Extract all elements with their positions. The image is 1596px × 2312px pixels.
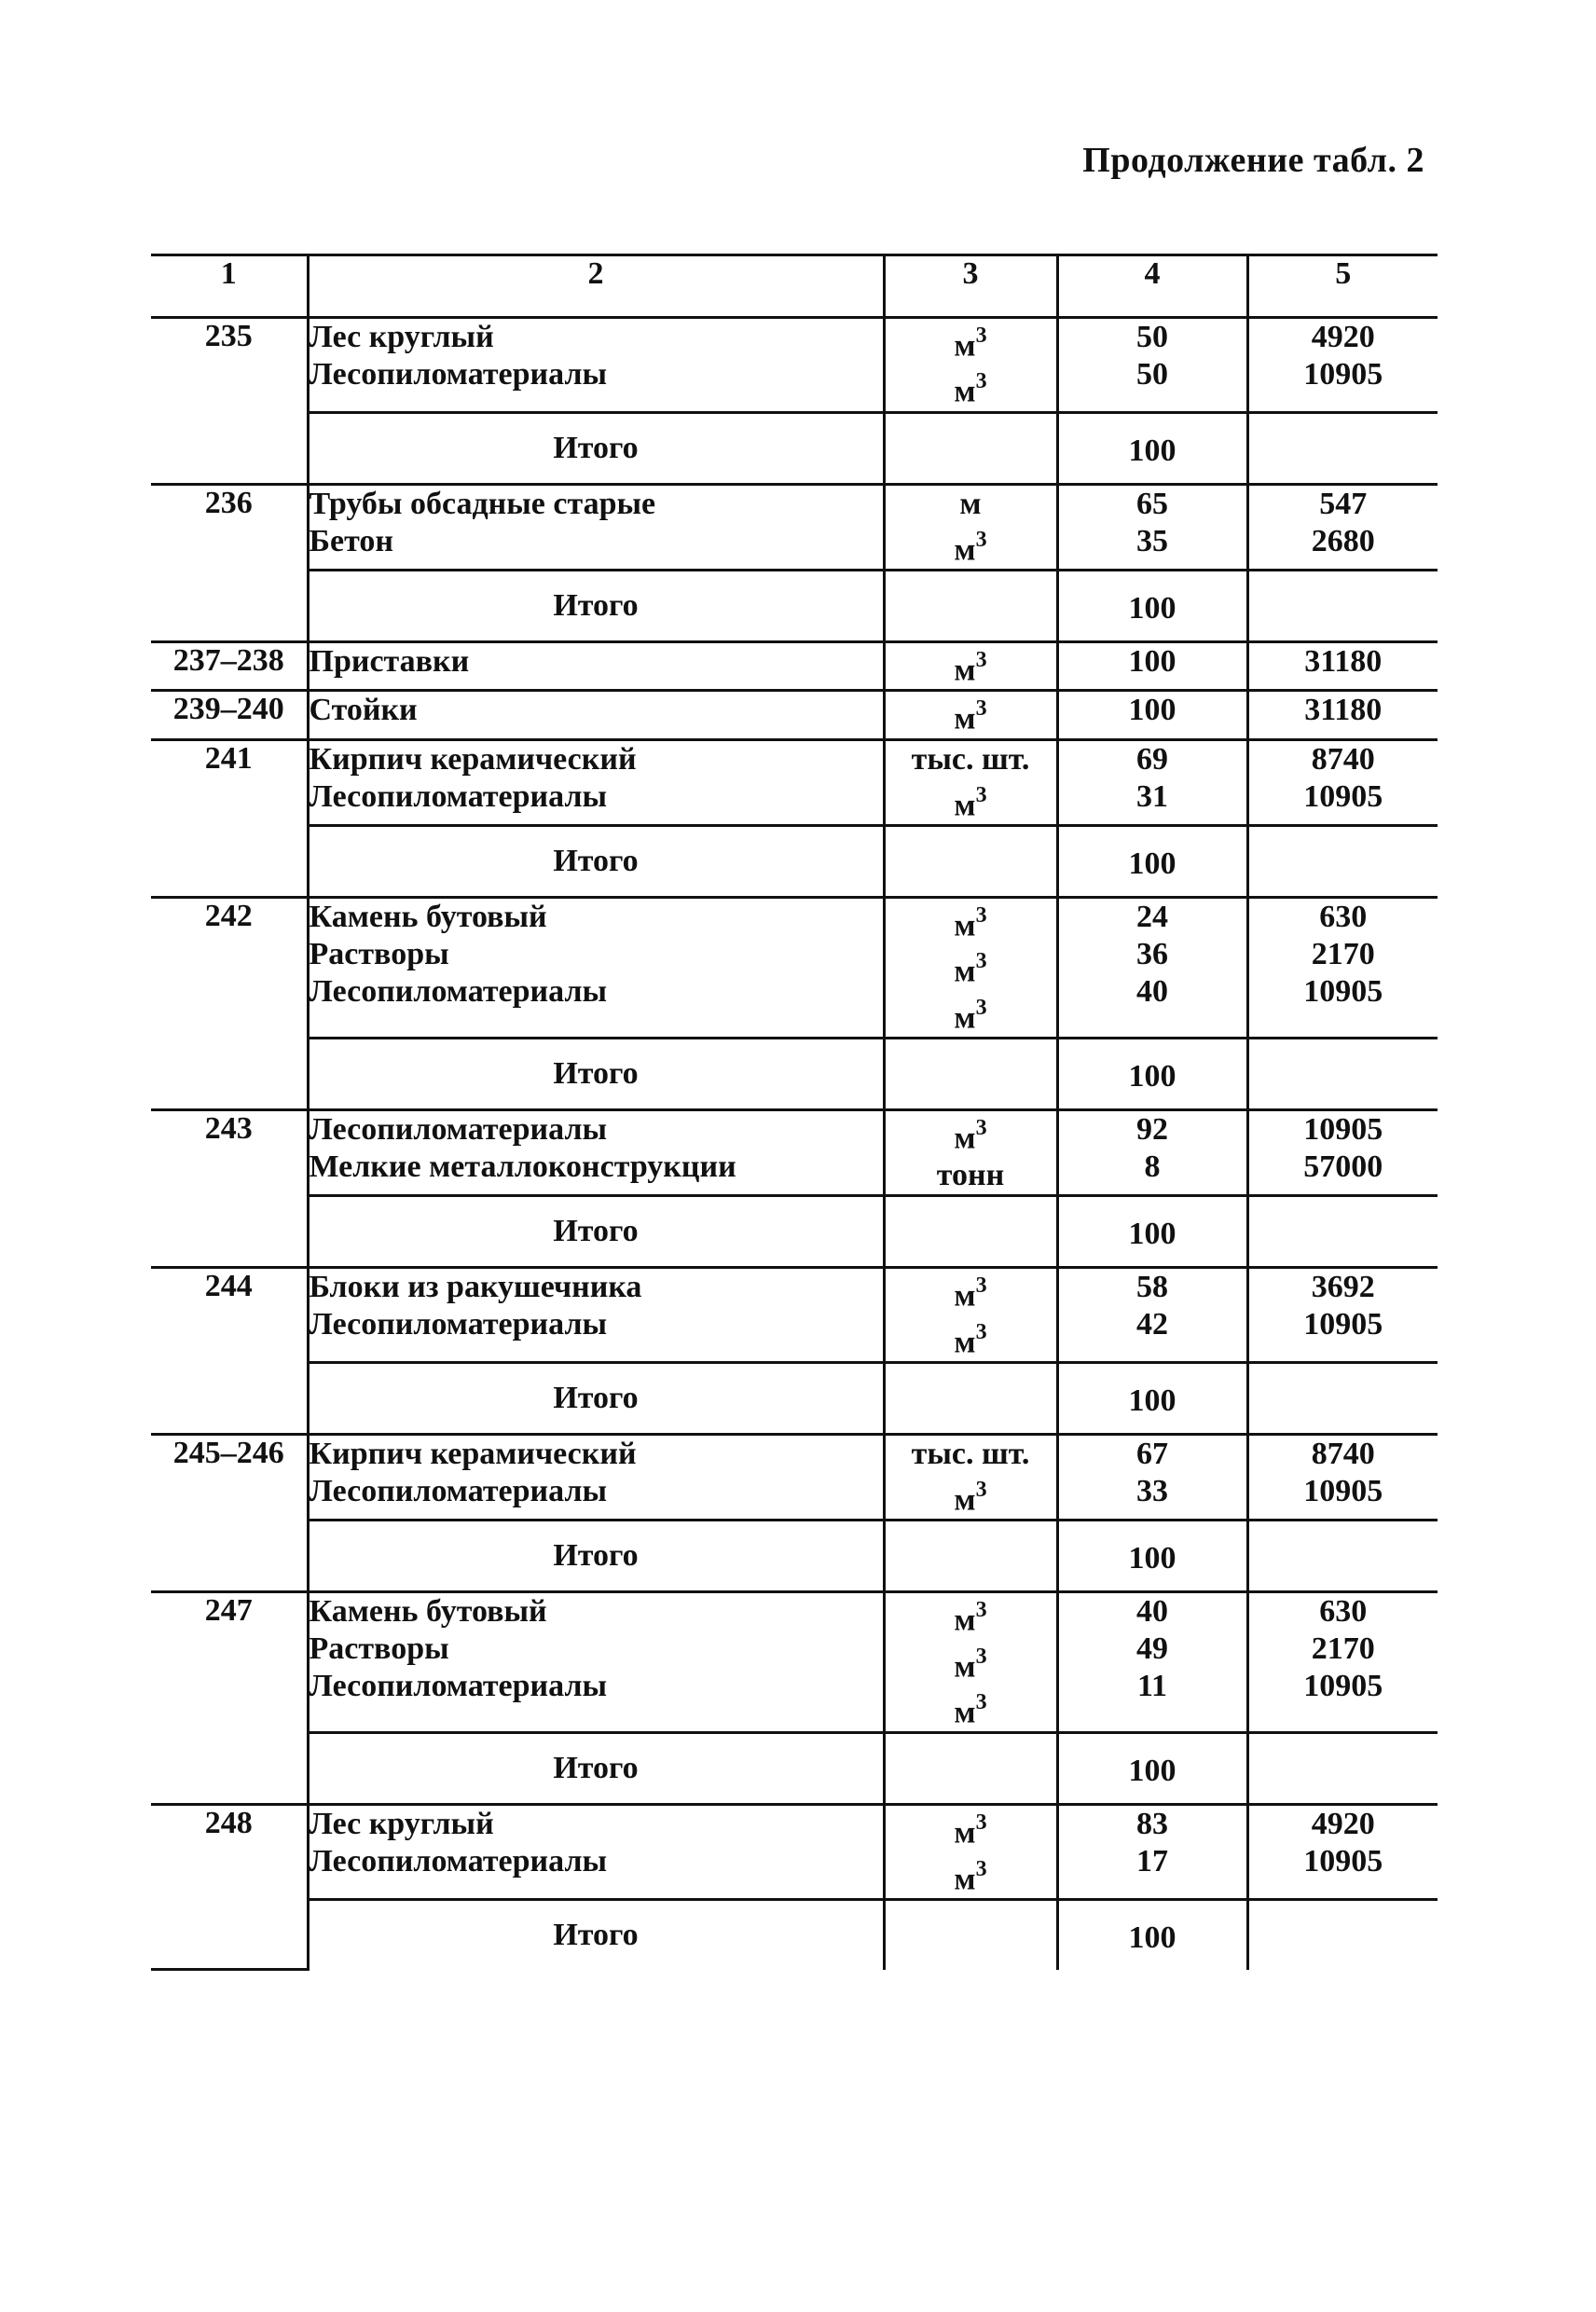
unit-text: [886, 1436, 1056, 1473]
unit-text: [886, 523, 1056, 569]
unit-base: м: [959, 486, 982, 521]
price-cell: [1247, 641, 1438, 690]
quantity-cell: [1057, 1109, 1247, 1195]
price-cell: [1247, 1434, 1438, 1520]
price-text: 57000: [1303, 1149, 1383, 1184]
unit-base: м: [954, 1121, 976, 1156]
item-number: 237–238: [151, 641, 308, 690]
price-text: 2680: [1311, 523, 1375, 558]
item-number: 244: [151, 1268, 308, 1435]
unit-exponent: 3: [975, 647, 987, 672]
total-label: Итого: [308, 1733, 884, 1805]
unit-base: м: [954, 787, 976, 822]
unit-exponent: 3: [975, 1115, 987, 1140]
price-text: 2170: [1311, 936, 1375, 971]
total-unit-cell: [884, 1362, 1057, 1434]
total-label: Итого: [308, 1362, 884, 1434]
column-header-3: 3: [884, 255, 1057, 318]
material-name-text: Лес круглый: [309, 320, 494, 354]
unit-base: м: [954, 328, 976, 364]
total-price-cell: [1247, 1733, 1438, 1805]
material-name-text: Лесопиломатериалы: [309, 1844, 608, 1879]
unit-base: м: [954, 701, 976, 736]
price-text: 10905: [1303, 1111, 1383, 1147]
price-text: 547: [1319, 486, 1368, 521]
unit-cell: [884, 1109, 1057, 1195]
item-number: 236: [151, 484, 308, 641]
unit-text: [886, 643, 1056, 689]
unit-text: [886, 1686, 1056, 1731]
unit-text: [886, 1593, 1056, 1639]
table-row: [151, 1268, 1438, 1363]
total-label: Итого: [308, 570, 884, 641]
price-cell: [1247, 1268, 1438, 1363]
header-row: [151, 255, 1438, 318]
material-name-text: Трубы обсадные старые: [309, 486, 656, 521]
total-unit-cell: [884, 1521, 1057, 1592]
total-unit-cell: [884, 412, 1057, 484]
unit-text: [886, 944, 1056, 990]
total-label: Итого: [308, 412, 884, 484]
unit-text: [886, 899, 1056, 944]
unit-base: м: [954, 1278, 976, 1314]
materials-table: [151, 254, 1438, 1971]
material-name-cell: [308, 318, 884, 413]
price-text: 10905: [1303, 1473, 1383, 1508]
quantity-text: 33: [1136, 1473, 1168, 1508]
table-row: [151, 691, 1438, 739]
price-cell: [1247, 739, 1438, 825]
item-number: 245–246: [151, 1434, 308, 1591]
total-price-cell: [1247, 1038, 1438, 1109]
price-cell: [1247, 897, 1438, 1038]
material-name-text: Бетон: [309, 523, 393, 558]
unit-exponent: 3: [975, 1598, 987, 1623]
unit-text: [886, 365, 1056, 410]
price-text: 10905: [1303, 357, 1383, 392]
quantity-text: 35: [1136, 523, 1168, 558]
quantity-text: 83: [1136, 1807, 1168, 1842]
material-name-text: Камень бутовый: [309, 1594, 547, 1630]
price-text: 630: [1319, 899, 1368, 934]
total-row: [151, 1733, 1438, 1805]
material-name-text: Кирпич керамический: [309, 1436, 637, 1471]
material-name-text: Лесопиломатериалы: [309, 1669, 608, 1704]
quantity-cell: [1057, 1434, 1247, 1520]
unit-text: [886, 1473, 1056, 1519]
unit-exponent: 3: [975, 1810, 987, 1836]
quantity-text: 100: [1128, 693, 1176, 728]
item-number: 241: [151, 739, 308, 897]
material-name-cell: [308, 1109, 884, 1195]
unit-exponent: 3: [975, 1273, 987, 1299]
unit-cell: [884, 691, 1057, 739]
unit-base: м: [954, 374, 976, 409]
item-number: 247: [151, 1592, 308, 1805]
material-name-text: Лесопиломатериалы: [309, 1307, 608, 1342]
unit-text: [886, 692, 1056, 737]
total-price-cell: [1247, 1521, 1438, 1592]
table-body: [151, 318, 1438, 1970]
unit-exponent: 3: [975, 323, 987, 348]
unit-base: м: [954, 1324, 976, 1359]
quantity-cell: [1057, 318, 1247, 413]
unit-base: м: [954, 1861, 976, 1896]
unit-text: [886, 1806, 1056, 1851]
quantity-text: 31: [1136, 778, 1168, 814]
unit-exponent: 3: [975, 902, 987, 928]
total-unit-cell: [884, 1899, 1057, 1970]
material-name-text: Лес круглый: [309, 1807, 494, 1842]
total-quantity: 100: [1057, 412, 1247, 484]
material-name-cell: [308, 691, 884, 739]
unit-base: м: [954, 1648, 976, 1684]
quantity-text: 17: [1136, 1844, 1168, 1879]
unit-base: тыс. шт.: [911, 741, 1030, 777]
unit-base: тыс. шт.: [911, 1436, 1030, 1471]
material-name-text: Лесопиломатериалы: [309, 1111, 608, 1147]
quantity-text: 36: [1136, 936, 1168, 971]
price-text: 31180: [1304, 693, 1383, 728]
quantity-cell: [1057, 1805, 1247, 1900]
material-name-cell: [308, 897, 884, 1038]
price-cell: [1247, 691, 1438, 739]
unit-exponent: 3: [975, 1477, 987, 1502]
material-name-cell: [308, 641, 884, 690]
quantity-cell: [1057, 739, 1247, 825]
material-name-cell: [308, 739, 884, 825]
total-quantity: 100: [1057, 1196, 1247, 1268]
total-label: Итого: [308, 1899, 884, 1970]
total-quantity: 100: [1057, 1899, 1247, 1970]
total-quantity: 100: [1057, 1038, 1247, 1109]
quantity-text: 40: [1136, 1594, 1168, 1630]
total-row: [151, 570, 1438, 641]
price-cell: [1247, 1805, 1438, 1900]
item-number: 239–240: [151, 691, 308, 739]
total-label: Итого: [308, 1521, 884, 1592]
unit-exponent: 3: [975, 1319, 987, 1344]
column-header-5: 5: [1247, 255, 1438, 318]
material-name-text: Стойки: [309, 693, 418, 728]
unit-exponent: 3: [975, 949, 987, 974]
item-number: 242: [151, 897, 308, 1109]
total-label: Итого: [308, 1196, 884, 1268]
total-label: Итого: [308, 825, 884, 897]
material-name-text: Лесопиломатериалы: [309, 357, 608, 392]
total-quantity: 100: [1057, 825, 1247, 897]
total-price-cell: [1247, 825, 1438, 897]
column-header-4: 4: [1057, 255, 1247, 318]
item-number: 235: [151, 318, 308, 485]
material-name-cell: [308, 1592, 884, 1733]
price-text: 4920: [1311, 1807, 1375, 1842]
quantity-text: 67: [1136, 1436, 1168, 1471]
total-price-cell: [1247, 570, 1438, 641]
price-text: 630: [1319, 1594, 1368, 1630]
unit-text: [886, 1315, 1056, 1361]
quantity-text: 24: [1136, 899, 1168, 934]
price-text: 10905: [1303, 1307, 1383, 1342]
unit-base: м: [954, 1603, 976, 1638]
total-price-cell: [1247, 1899, 1438, 1970]
unit-text: [886, 778, 1056, 824]
unit-cell: [884, 1592, 1057, 1733]
quantity-text: 50: [1136, 320, 1168, 354]
item-number: 243: [151, 1109, 308, 1267]
price-cell: [1247, 484, 1438, 570]
table-row: [151, 1109, 1438, 1195]
quantity-cell: [1057, 484, 1247, 570]
unit-base: м: [954, 954, 976, 989]
total-unit-cell: [884, 1038, 1057, 1109]
unit-exponent: 3: [975, 782, 987, 807]
total-row: [151, 825, 1438, 897]
total-price-cell: [1247, 1196, 1438, 1268]
material-name-text: Блоки из ракушечника: [309, 1270, 642, 1305]
quantity-text: 11: [1136, 1669, 1168, 1704]
material-name-text: Лесопиломатериалы: [309, 778, 608, 814]
total-unit-cell: [884, 825, 1057, 897]
material-name-text: Растворы: [309, 1631, 449, 1667]
unit-exponent: 3: [975, 1856, 987, 1881]
unit-exponent: 3: [975, 1689, 987, 1714]
quantity-text: 40: [1136, 973, 1168, 1009]
unit-base: тонн: [936, 1158, 1005, 1193]
unit-exponent: 3: [975, 527, 987, 552]
unit-cell: [884, 641, 1057, 690]
quantity-cell: [1057, 897, 1247, 1038]
unit-base: м: [954, 1695, 976, 1730]
table-row: [151, 739, 1438, 825]
material-name-text: Мелкие металлоконструкции: [309, 1149, 736, 1184]
material-name-text: Растворы: [309, 936, 449, 971]
unit-base: м: [954, 999, 976, 1035]
price-text: 8740: [1311, 741, 1375, 777]
total-label: Итого: [308, 1038, 884, 1109]
unit-base: м: [954, 531, 976, 567]
unit-exponent: 3: [975, 369, 987, 394]
total-row: [151, 1362, 1438, 1434]
quantity-cell: [1057, 1268, 1247, 1363]
unit-base: м: [954, 1482, 976, 1518]
unit-text: [886, 1852, 1056, 1898]
total-row: [151, 1196, 1438, 1268]
quantity-text: 49: [1136, 1631, 1168, 1667]
table-row: [151, 484, 1438, 570]
unit-cell: [884, 318, 1057, 413]
unit-exponent: 3: [975, 995, 987, 1020]
unit-cell: [884, 739, 1057, 825]
table-caption: Продолжение табл. 2: [1082, 141, 1424, 180]
total-quantity: 100: [1057, 1733, 1247, 1805]
total-unit-cell: [884, 1196, 1057, 1268]
material-name-cell: [308, 1805, 884, 1900]
price-text: 2170: [1311, 1631, 1375, 1667]
unit-exponent: 3: [975, 696, 987, 722]
unit-text: [886, 1111, 1056, 1157]
material-name-text: Кирпич керамический: [309, 741, 637, 777]
unit-text: [886, 991, 1056, 1037]
quantity-text: 42: [1136, 1307, 1168, 1342]
unit-text: [886, 1157, 1056, 1194]
table-row: [151, 1434, 1438, 1520]
total-row: [151, 1521, 1438, 1592]
total-price-cell: [1247, 412, 1438, 484]
material-name-text: Лесопиломатериалы: [309, 973, 608, 1009]
material-name-cell: [308, 1268, 884, 1363]
column-header-1: 1: [151, 255, 308, 318]
unit-cell: [884, 484, 1057, 570]
unit-text: [886, 1640, 1056, 1686]
quantity-text: 69: [1136, 741, 1168, 777]
total-row: [151, 412, 1438, 484]
quantity-text: 100: [1128, 643, 1176, 679]
price-text: 4920: [1311, 320, 1375, 354]
table-row: [151, 1592, 1438, 1733]
table-row: [151, 897, 1438, 1038]
unit-text: [886, 741, 1056, 778]
total-row: [151, 1899, 1438, 1970]
price-cell: [1247, 1109, 1438, 1195]
quantity-cell: [1057, 641, 1247, 690]
price-cell: [1247, 318, 1438, 413]
total-unit-cell: [884, 570, 1057, 641]
price-text: 10905: [1303, 1669, 1383, 1704]
unit-cell: [884, 1434, 1057, 1520]
table-row: [151, 318, 1438, 413]
price-text: 10905: [1303, 778, 1383, 814]
quantity-text: 58: [1136, 1270, 1168, 1305]
total-quantity: 100: [1057, 570, 1247, 641]
quantity-cell: [1057, 1592, 1247, 1733]
column-header-2: 2: [308, 255, 884, 318]
table-row: [151, 641, 1438, 690]
material-name-text: Приставки: [309, 643, 470, 679]
total-price-cell: [1247, 1362, 1438, 1434]
price-cell: [1247, 1592, 1438, 1733]
table-row: [151, 1805, 1438, 1900]
price-text: 8740: [1311, 1436, 1375, 1471]
price-text: 31180: [1304, 643, 1383, 679]
unit-cell: [884, 1805, 1057, 1900]
total-row: [151, 1038, 1438, 1109]
unit-exponent: 3: [975, 1644, 987, 1669]
total-unit-cell: [884, 1733, 1057, 1805]
unit-cell: [884, 897, 1057, 1038]
item-number: 248: [151, 1805, 308, 1970]
unit-base: м: [954, 653, 976, 688]
quantity-text: 92: [1136, 1111, 1168, 1147]
material-name-cell: [308, 1434, 884, 1520]
price-text: 3692: [1311, 1270, 1375, 1305]
quantity-text: 65: [1136, 486, 1168, 521]
material-name-text: Лесопиломатериалы: [309, 1473, 608, 1508]
material-name-text: Камень бутовый: [309, 899, 547, 934]
unit-text: [886, 319, 1056, 365]
quantity-text: 8: [1144, 1149, 1161, 1184]
unit-base: м: [954, 1815, 976, 1851]
unit-cell: [884, 1268, 1057, 1363]
quantity-text: 50: [1136, 357, 1168, 392]
material-name-cell: [308, 484, 884, 570]
total-quantity: 100: [1057, 1521, 1247, 1592]
unit-base: м: [954, 908, 976, 943]
total-quantity: 100: [1057, 1362, 1247, 1434]
quantity-cell: [1057, 691, 1247, 739]
unit-text: [886, 486, 1056, 523]
unit-text: [886, 1269, 1056, 1314]
price-text: 10905: [1303, 1844, 1383, 1879]
price-text: 10905: [1303, 973, 1383, 1009]
